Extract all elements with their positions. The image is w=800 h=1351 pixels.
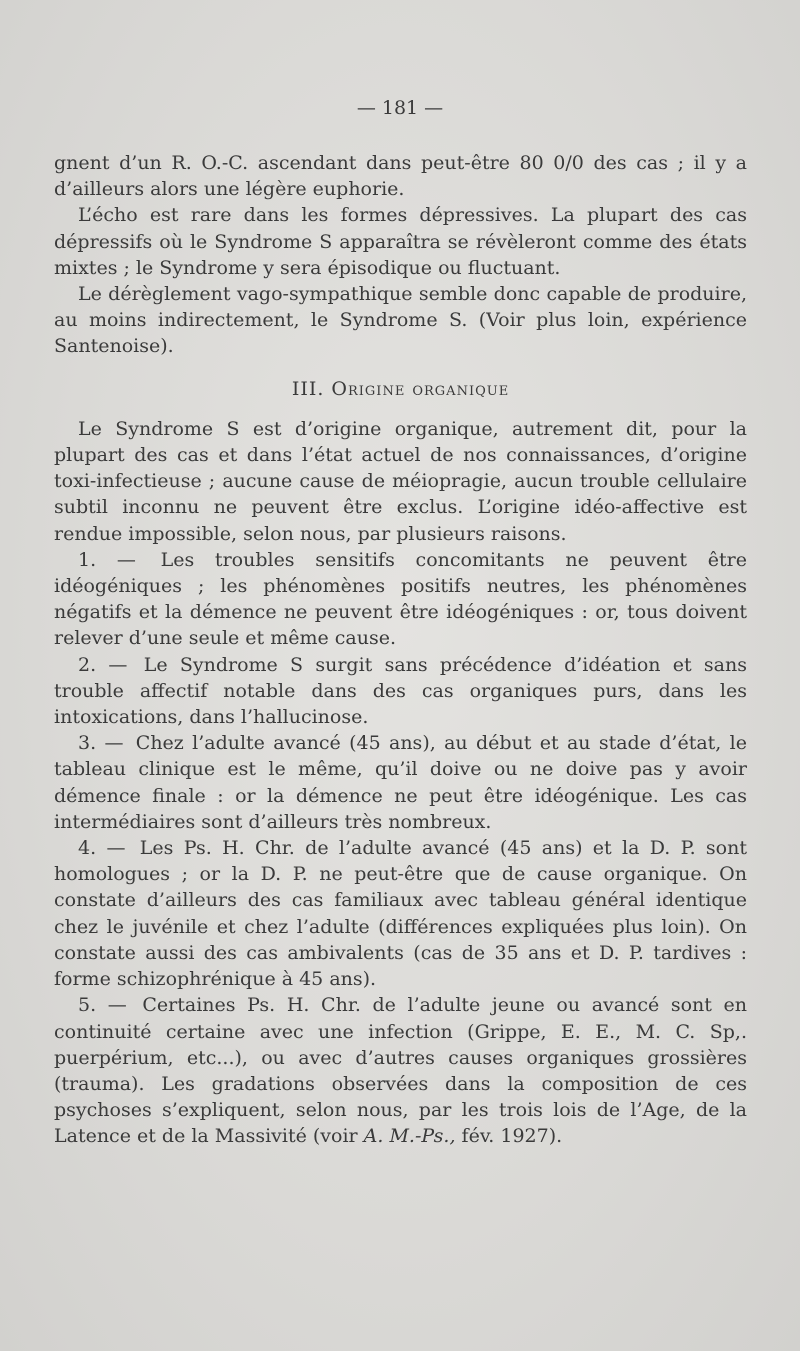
numbered-item — [54, 730, 747, 835]
item-text: Le Syndrome S surgit sans précédence d’idéation et sans trouble affectif notable dans des cas organiques purs, dans les intoxications, dans l’hallucinose. — [54, 653, 747, 729]
item-number: 5. — — [78, 994, 127, 1017]
paragraph: Le dérèglement vago-sympathique semble donc capable de produire, au moins indirectement, le Syndrome S. (Voir plus loin, expérience Santenoise). — [54, 283, 747, 358]
numbered-item — [54, 992, 747, 1149]
item-text: Les Ps. H. Chr. de l’adulte avancé (45 ans) et la D. P. sont homologues ; or la D. P. ne peut-être que de cause organique. On constate d’ailleurs des cas familiaux avec tableau général identique chez le juvénile et chez l’adulte (différences expliquées plus loin). On constate aussi des cas ambivalents (cas de 35 ans et D. P. tardives : forme schizophrénique à 45 ans). — [54, 837, 747, 991]
item-text-tail: fév. 1927). — [461, 1125, 563, 1148]
item-number: 3. — — [78, 732, 124, 755]
citation: A. M.-Ps., — [363, 1125, 456, 1148]
item-text: Chez l’adulte avancé (45 ans), au début et au stade d’état, le tableau clinique est le même, qu’il doive ou ne doive pas y avoir démence finale : or la démence ne peut être idéogénique. Les cas intermédiaires sont d’ailleurs très nombreux. — [54, 732, 747, 833]
paragraph: Le Syndrome S est d’origine organique, autrement dit, pour la plupart des cas et dans l’état actuel de nos connaissances, d’origine toxi-infectieuse ; aucune cause de méiopragie, aucun trouble cellulaire subtil inconnu ne peuvent être exclus. L’origine idéo-affective est rendue impossible, selon nous, par plusieurs raisons. — [54, 417, 747, 545]
section-title: Origine organique — [331, 377, 510, 400]
body-text — [54, 150, 747, 1150]
numbered-item — [54, 835, 747, 992]
section-number: III. — [291, 377, 325, 400]
item-number: 2. — — [78, 653, 128, 676]
item-text: Certaines Ps. H. Chr. de l’adulte jeune ou avancé sont en continuité certaine avec une infection (Grippe, E. E., M. C. Sp,. puerpérium, etc...), ou avec d’autres causes organiques grossières (trauma). Les gradations observées dans la composition de ces psychoses s’expliquent, selon nous, par les trois lois de l’Age, de la Latence et de la Massivité (voir — [54, 994, 747, 1148]
numbered-item — [54, 652, 747, 731]
paragraph: L’écho est rare dans les formes dépressives. La plupart des cas dépressifs où le Syndrome S apparaîtra se révèleront comme des états mixtes ; le Syndrome y sera épisodique ou fluctuant. — [54, 204, 747, 279]
page-number: — 181 — — [356, 97, 444, 119]
item-text: Les troubles sensitifs concomitants ne peuvent être idéogéniques ; les phénomènes positifs neutres, les phénomènes négatifs et la démence ne peuvent être idéogéniques : or, tous doivent relever d’une seule et même cause. — [54, 548, 747, 650]
item-number: 1. — — [78, 548, 136, 571]
paragraph: gnent d’un R. O.-C. ascendant dans peut-être 80 0/0 des cas ; il y a d’ailleurs alors une légère euphorie. — [54, 152, 747, 201]
numbered-item — [54, 547, 747, 652]
item-number: 4. — — [78, 837, 126, 860]
section-heading — [54, 376, 747, 402]
